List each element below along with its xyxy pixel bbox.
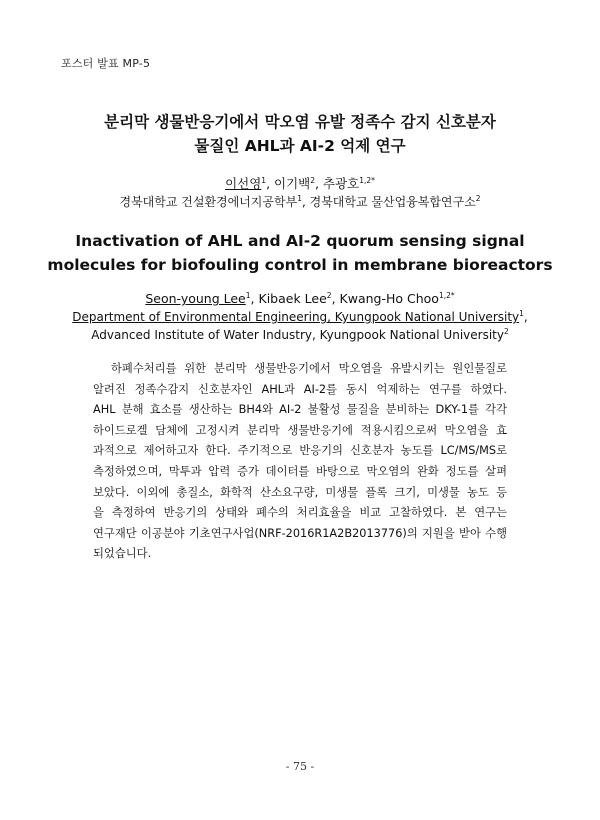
session-label: 포스터 발표 MP-5	[61, 57, 151, 70]
korean-title	[0, 110, 600, 158]
english-title-line-1: Inactivation of AHL and AI-2 quorum sensing signal	[75, 232, 525, 250]
author-name: 추광호	[323, 176, 360, 191]
affiliation-2-sup: 2	[475, 194, 481, 203]
english-title-line-2: molecules for biofouling control in membrane bioreactors	[47, 256, 553, 274]
abstract-body	[93, 359, 507, 565]
abstract-line: 되었습니다.	[93, 547, 152, 561]
author-sup: 2	[326, 290, 332, 300]
abstract-line: 알려진 정족수감지 신호분자인 AHL과 AI-2를 동시 억제하는 연구를 하였다.	[93, 382, 507, 396]
author-name: Kibaek Lee	[258, 291, 327, 306]
author-separator: ,	[266, 176, 275, 191]
abstract-line: 측정하였으며, 막투과 압력 증가 데이터를 바탕으로 막오염의 완화 정도를 살펴	[93, 464, 507, 478]
english-affiliation-2	[0, 326, 600, 344]
affiliation-1-sup: 1	[519, 309, 524, 318]
affiliation-2-sup: 2	[503, 327, 509, 336]
korean-authors	[0, 175, 600, 193]
affiliation-2: 경북대학교 물산업융복합연구소	[309, 195, 476, 209]
english-affiliation-1	[0, 308, 600, 326]
affiliation-1: Department of Environmental Engineering, Kyungpook National University	[72, 310, 520, 324]
english-title	[0, 229, 600, 277]
korean-title-line-2: 물질인 AHL과 AI-2 억제 연구	[194, 137, 406, 155]
page-number: - 75 -	[285, 760, 315, 773]
author-sup: 1	[261, 175, 267, 185]
abstract-line: AHL 분해 효소를 생산하는 BH4와 AI-2 불활성 물질을 분비하는 DKY-1를 각각	[93, 403, 507, 417]
english-authors	[0, 290, 600, 308]
abstract-line: 을 측정하여 반응기의 상태와 폐수의 처리효율을 비교 고찰하였다. 본 연구는	[93, 506, 507, 520]
author-sup: 1	[245, 290, 251, 300]
korean-title-line-1: 분리막 생물반응기에서 막오염 유발 정족수 감지 신호분자	[104, 113, 496, 131]
korean-affiliations	[0, 193, 600, 211]
author-name: Seon-young Lee	[145, 291, 246, 306]
author-sup: 2	[310, 175, 316, 185]
abstract-line: 하이드로겔 담체에 고정시켜 분리막 생물반응기에 적용시킴으로써 막오염을 효	[93, 423, 507, 437]
author-separator: ,	[331, 291, 340, 306]
abstract-line: 보았다. 이외에 총질소, 화학적 산소요구량, 미생물 플록 크기, 미생물 농도 등	[93, 485, 507, 499]
abstract-line: 과적으로 제어하고자 한다. 주기적으로 반응기의 신호분자 농도를 LC/MS/MS로	[93, 444, 507, 458]
affiliation-1-sup: 1	[297, 194, 302, 203]
abstract-line: 연구재단 이공분야 기초연구사업(NRF-2016R1A2B2013776)의 지원을 받아 수행	[93, 526, 507, 540]
author-sup: 1,2*	[438, 290, 455, 300]
affiliation-1-tail: ,	[523, 310, 528, 324]
author-name: 이기백	[274, 176, 311, 191]
abstract-line: 하폐수처리를 위한 분리막 생물반응기에서 막오염을 유발시키는 원인물질로	[111, 362, 507, 375]
author-name: 이선영	[225, 176, 262, 191]
affiliation-1: 경북대학교 건설환경에너지공학부	[119, 195, 298, 209]
author-separator: ,	[315, 176, 323, 191]
affiliation-separator: ,	[301, 195, 310, 209]
author-name: Kwang-Ho Choo	[339, 291, 439, 306]
author-separator: ,	[250, 291, 259, 306]
author-sup: 1,2*	[359, 175, 375, 185]
affiliation-2: Advanced Institute of Water Industry, Kyungpook National University	[91, 328, 504, 342]
